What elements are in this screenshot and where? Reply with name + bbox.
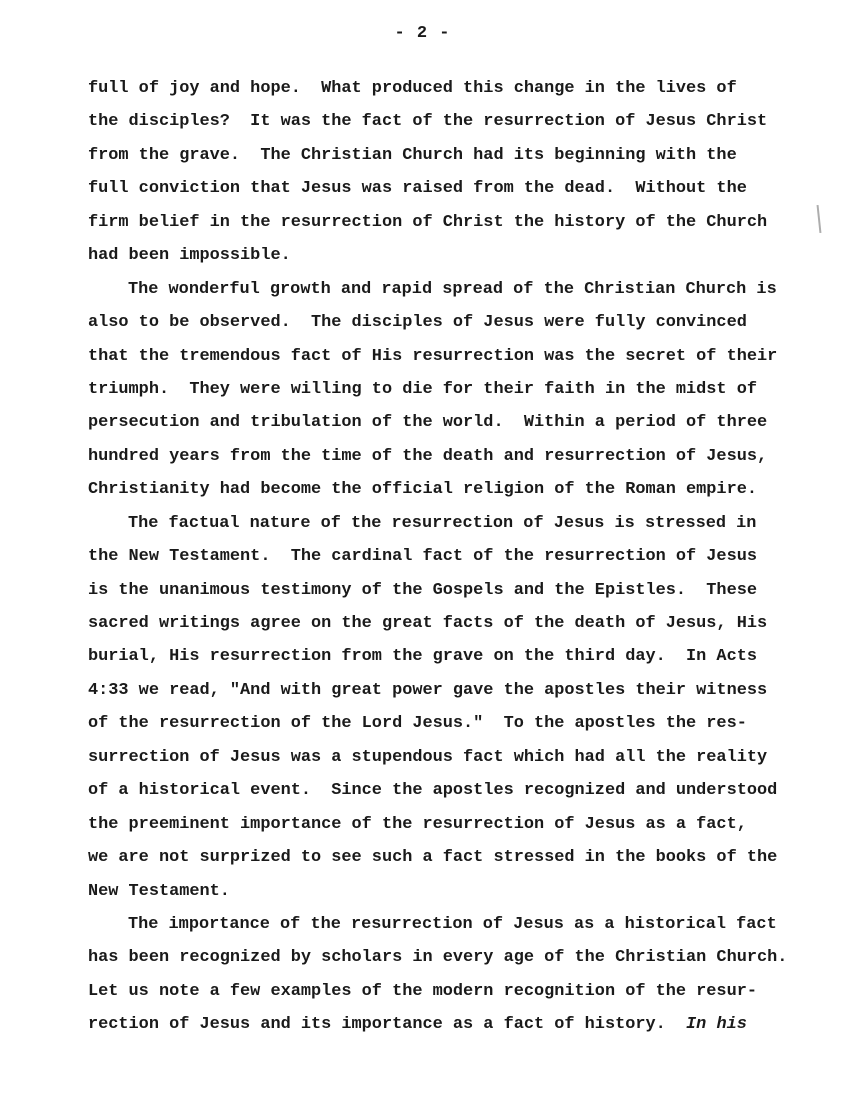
- line-text: rection of Jesus and its importance as a fact of history.: [88, 1015, 666, 1035]
- line-text: full conviction that Jesus was raised from the dead. Without the: [88, 179, 747, 199]
- line-text: persecution and tribulation of the world. Within a period of three: [88, 413, 768, 433]
- line-text: also to be observed. The disciples of Jesus were fully convinced: [88, 313, 747, 333]
- text-line: [88, 774, 787, 807]
- line-text: firm belief in the resurrection of Christ the history of the Church: [88, 212, 768, 232]
- line-text: full of joy and hope. What produced this change in the lives of: [88, 79, 737, 98]
- text-line: [88, 373, 787, 406]
- line-text: has been recognized by scholars in every age of the Christian Church.: [88, 948, 788, 968]
- line-text: had been impossible.: [88, 246, 291, 266]
- margin-pen-mark: [817, 205, 822, 233]
- text-line: [88, 172, 787, 205]
- document-body: [88, 72, 787, 1042]
- text-line: [88, 206, 787, 239]
- text-line: [88, 741, 787, 774]
- text-line: [88, 941, 787, 974]
- text-line: [88, 707, 787, 740]
- line-text: that the tremendous fact of His resurrection was the secret of their: [88, 346, 778, 366]
- line-text: the preeminent importance of the resurrection of Jesus as a fact,: [88, 814, 747, 834]
- text-line: [88, 808, 787, 841]
- line-text: Let us note a few examples of the modern recognition of the resur-: [88, 981, 757, 1001]
- line-text: of a historical event. Since the apostles recognized and understood: [88, 781, 778, 801]
- text-line: [88, 273, 787, 306]
- line-text: The importance of the resurrection of Jesus as a historical fact: [128, 914, 777, 934]
- text-line: [88, 908, 787, 941]
- text-line: [88, 975, 787, 1008]
- text-line: [88, 875, 787, 908]
- line-text: hundred years from the time of the death and resurrection of Jesus,: [88, 446, 768, 466]
- text-line: [88, 473, 787, 506]
- text-line: [88, 507, 787, 540]
- page-number: - 2 -: [394, 24, 451, 43]
- line-text: New Testament.: [88, 881, 230, 901]
- line-text: the disciples? It was the fact of the resurrection of Jesus Christ: [88, 112, 768, 132]
- text-line: [88, 574, 787, 607]
- line-text: Christianity had become the official religion of the Roman empire.: [88, 480, 757, 500]
- text-line: [88, 674, 787, 707]
- text-line: [88, 841, 787, 874]
- line-text: we are not surprized to see such a fact stressed in the books of the: [88, 848, 778, 868]
- text-line: [88, 640, 787, 673]
- line-text: from the grave. The Christian Church had its beginning with the: [88, 145, 737, 165]
- text-line: [88, 72, 787, 105]
- line-text: The factual nature of the resurrection of Jesus is stressed in: [128, 513, 757, 533]
- text-line: [88, 540, 787, 573]
- line-text: surrection of Jesus was a stupendous fact which had all the reality: [88, 747, 768, 767]
- text-line: [88, 607, 787, 640]
- text-line: [88, 1008, 787, 1041]
- text-line: [88, 105, 787, 138]
- line-text: burial, His resurrection from the grave on the third day. In Acts: [88, 647, 757, 667]
- text-line: [88, 406, 787, 439]
- line-text: The wonderful growth and rapid spread of the Christian Church is: [128, 279, 777, 299]
- text-line: [88, 440, 787, 473]
- text-line: [88, 139, 787, 172]
- line-text: is the unanimous testimony of the Gospels and the Epistles. These: [88, 580, 757, 600]
- italic-text: In his: [686, 1015, 747, 1035]
- line-text: triumph. They were willing to die for their faith in the midst of: [88, 379, 757, 399]
- line-text: of the resurrection of the Lord Jesus." To the apostles the res-: [88, 714, 747, 734]
- line-text: 4:33 we read, "And with great power gave the apostles their witness: [88, 680, 768, 700]
- text-line: [88, 340, 787, 373]
- text-line: [88, 239, 787, 272]
- text-line: [88, 306, 787, 339]
- line-text: the New Testament. The cardinal fact of the resurrection of Jesus: [88, 547, 757, 567]
- line-text: sacred writings agree on the great facts of the death of Jesus, His: [88, 614, 768, 633]
